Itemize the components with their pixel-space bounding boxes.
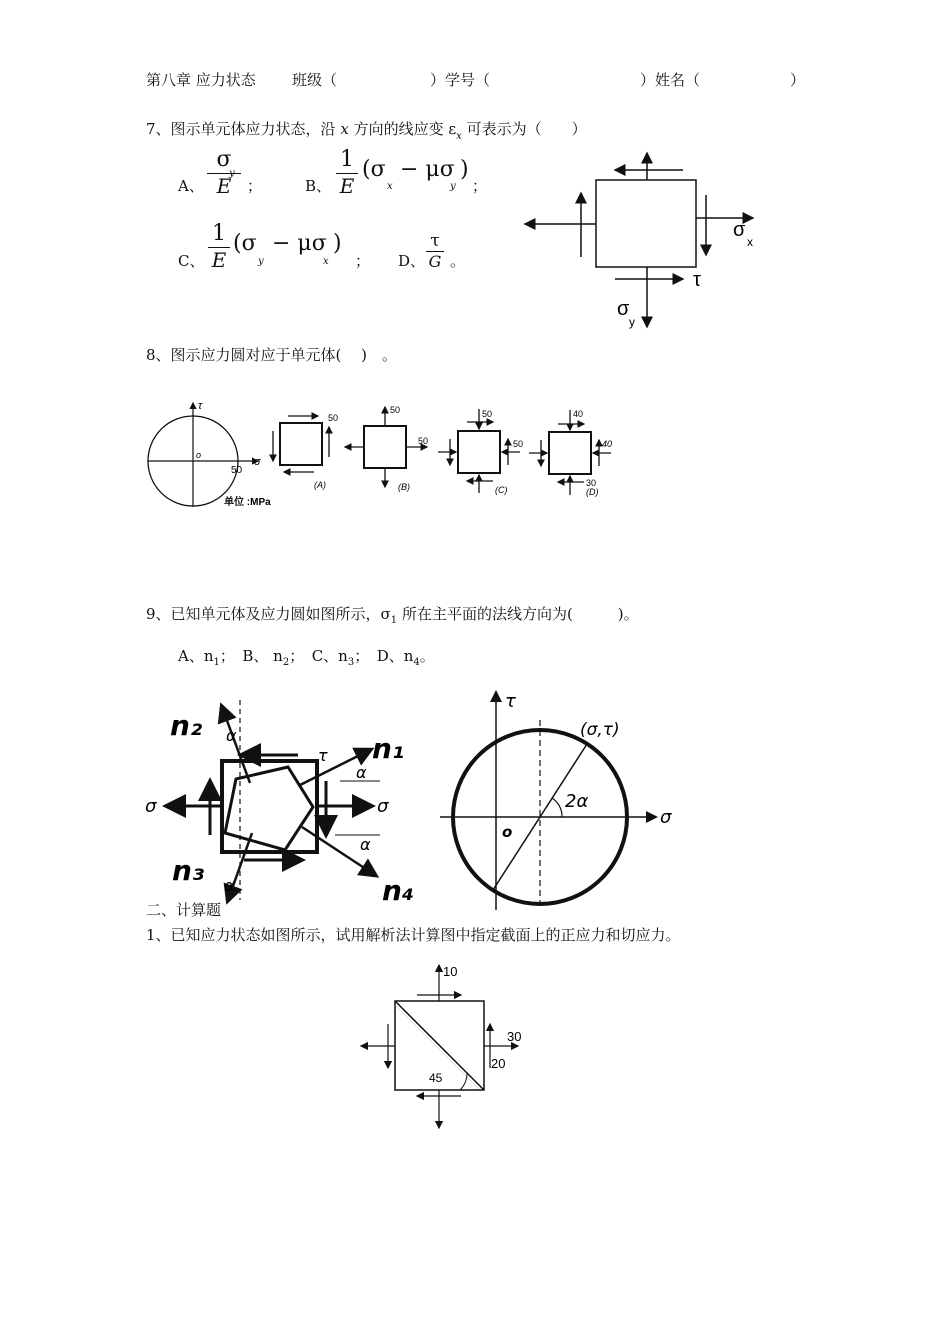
q8-d-top-value: 40	[573, 409, 584, 419]
q7-fig-tau: τ	[693, 269, 701, 291]
q7-fig-sigma-y-sub: y	[629, 315, 635, 329]
q7-option-c-fraction: 1 E	[208, 222, 230, 271]
q9-alpha-right-bottom: α	[360, 835, 371, 854]
q7-option-b-end: ；	[472, 177, 488, 195]
q9-circle-angle-label: 2α	[565, 791, 589, 812]
calc-q1-angle-value: 45	[429, 1071, 443, 1085]
q7-option-d-fraction: τ G	[426, 232, 444, 271]
q9-stem: 9、已知单元体及应力圆如图所示，$\sigma_1$ 所在主平面的法线方向为( )。	[146, 605, 639, 626]
q9-circle-point-label: (σ,τ)	[580, 720, 620, 740]
q8-b-right-value: 50	[418, 436, 429, 446]
q7-option-b-sub2: y	[450, 181, 456, 192]
q7-option-c-expr: (σ	[233, 231, 257, 256]
q7-option-b-label: B、	[305, 177, 332, 195]
q8-sigma-label: σ	[254, 456, 261, 468]
q9-circle-tau-label: τ	[505, 691, 516, 712]
q7-option-c-mid: − μσ	[272, 231, 327, 256]
q8-tau-label: τ	[198, 400, 203, 412]
q7-option-b-fraction: 1 E	[336, 148, 358, 197]
q9-circle-sigma-label: σ	[660, 807, 672, 828]
header-name-label: ）姓名（	[640, 71, 701, 89]
header-chapter: 第八章 应力状态	[146, 71, 256, 89]
q8-c-top-value: 50	[482, 409, 493, 419]
calc-q1-right-value: 30	[507, 1029, 522, 1044]
q7-option-b-expr: (σ	[362, 157, 386, 182]
header-student-id-label: ）学号（	[430, 71, 491, 89]
q9-label-n1: n₁	[372, 732, 405, 765]
calc-q1-figure	[355, 960, 535, 1135]
q8-unit-label: 单位 :MPa	[224, 497, 271, 508]
q9-sigma-left: σ	[145, 796, 157, 817]
q9-options: A、$n_1$； B、 $n_2$； C、$n_3$； D、$n_4$。	[178, 647, 435, 668]
q7-option-d-end: 。	[450, 252, 466, 270]
q8-c-label: (C)	[495, 485, 508, 495]
q9-label-n3: n₃	[172, 854, 205, 887]
q8-element-b	[345, 405, 428, 492]
q8-radius-label: 50	[231, 465, 243, 476]
q8-b-label: (B)	[398, 482, 410, 492]
q7-option-c-label: C、	[178, 252, 205, 270]
q7-option-b-mid: − μσ	[400, 157, 455, 182]
q7-stem: 7、图示单元体应力状态，沿 x 方向的线应变 $\varepsilon_x$ 可表示为（ ）	[146, 120, 587, 142]
q8-stem: 8、图示应力圆对应于单元体( ) 。	[146, 346, 398, 364]
q7-option-b-sub1: x	[387, 181, 393, 192]
q8-d-label: (D)	[586, 487, 599, 497]
q7-option-a-end: ；	[247, 177, 263, 195]
q7-fig-sigma-y: σ	[617, 298, 630, 320]
q8-figure	[140, 395, 620, 515]
q9-alpha-bottom: α	[224, 876, 235, 895]
section2-title: 二、计算题	[146, 901, 222, 919]
q9-label-n2: n₂	[170, 709, 203, 742]
q8-c-right-value: 50	[513, 439, 524, 449]
q7-option-c-end: ；	[355, 252, 371, 270]
q8-element-a	[273, 413, 338, 490]
q7-option-a-fraction: σ E	[207, 148, 241, 197]
n2-arrow	[222, 707, 250, 783]
q8-element-c	[438, 409, 523, 495]
q7-option-c-sub1: y	[258, 256, 264, 267]
q7-option-d-label: D、	[398, 252, 426, 270]
q7-fig-sigma-x-sub: x	[747, 235, 753, 249]
q7-option-c-close: )	[333, 231, 342, 256]
q9-tau-label: τ	[318, 746, 328, 765]
q7-option-a-label: A、	[178, 177, 204, 195]
q8-a-value: 50	[328, 413, 339, 423]
q7-element-figure	[515, 145, 775, 335]
q7-option-c-sub2: x	[323, 256, 329, 267]
calc-q1-shear-value: 20	[491, 1056, 506, 1071]
q8-b-top-value: 50	[390, 405, 401, 415]
q8-a-label: (A)	[314, 480, 326, 490]
q9-element-figure	[140, 695, 430, 905]
q8-d-right-value: 40	[602, 439, 613, 449]
q8-d-bottom-value: 30	[586, 478, 597, 488]
q8-origin-label: o	[196, 450, 202, 460]
q9-label-n4: n₄	[382, 874, 415, 905]
q9-mohr-circle-figure	[430, 685, 680, 915]
q7-option-a-sub: y	[229, 168, 235, 179]
q8-element-d	[529, 409, 612, 497]
q7-option-b-close: )	[460, 157, 469, 182]
q7-fig-sigma-x: σ	[733, 219, 746, 241]
header-name-close: ）	[790, 71, 806, 89]
calc-q1-top-value: 10	[443, 964, 458, 979]
q9-alpha-top: α	[226, 726, 237, 745]
q9-circle-origin-label: o	[502, 823, 513, 841]
q9-alpha-right-top: α	[356, 763, 367, 782]
q9-sigma-right: σ	[377, 796, 389, 817]
section2-q1: 1、已知应力状态如图所示，试用解析法计算图中指定截面上的正应力和切应力。	[146, 926, 681, 944]
header-class-label: 班级（	[292, 71, 338, 89]
